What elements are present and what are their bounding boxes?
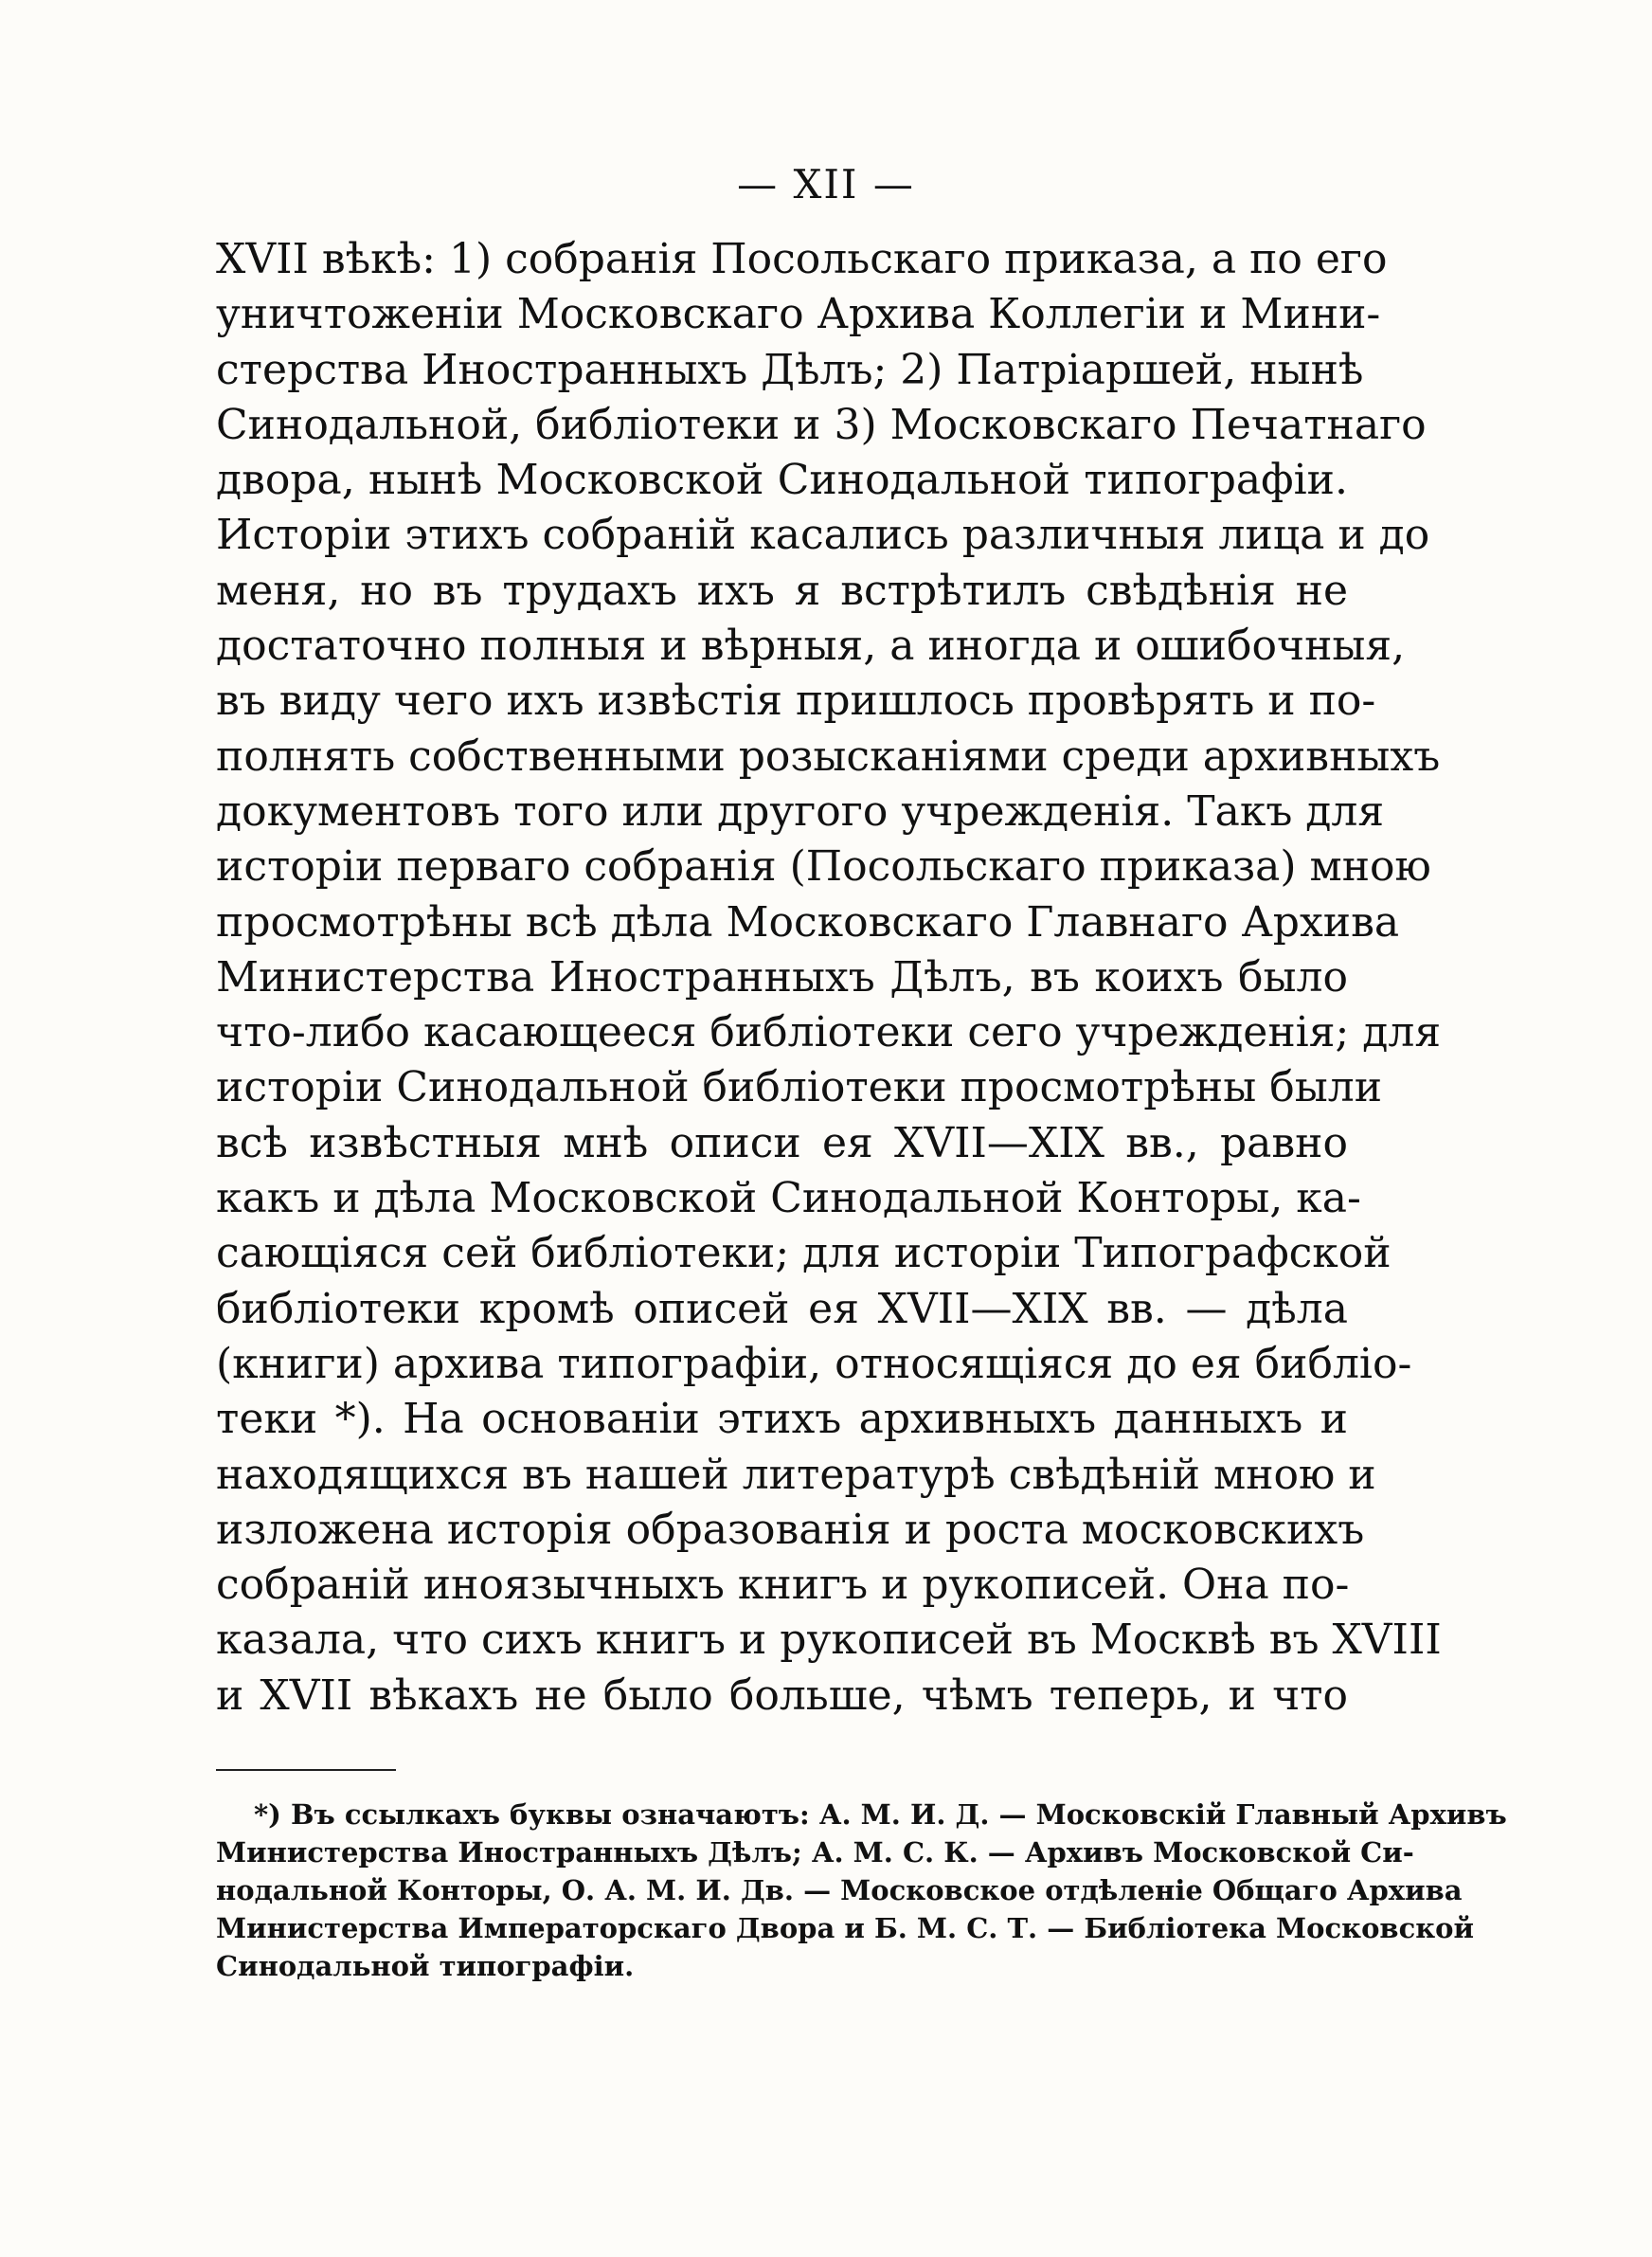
body-line: собраній иноязычныхъ книгъ и рукописей. Она по- [216,1561,1350,1610]
body-line: исторіи перваго собранія (Посольскаго приказа) мною [216,842,1431,892]
footnote-line: *) Въ ссылкахъ буквы означаютъ: А. М. И. Д. — Московскій Главный Архивъ [254,1798,1507,1831]
body-line: какъ и дѣла Московской Синодальной Конторы, ка- [216,1174,1361,1223]
page-number: — XII — [737,161,915,208]
body-line: Синодальной, библіотеки и 3) Московскаго Печатнаго [216,400,1427,449]
body-line: исторіи Синодальной библіотеки просмотрѣны были [216,1063,1383,1112]
body-line: и XVII вѣкахъ не было больше, чѣмъ теперь, и что [216,1670,1348,1720]
footnote-line: нодальной Конторы, О. А. М. И. Дв. — Московское отдѣленіе Общаго Архива [216,1874,1463,1906]
body-line: Министерства Иностранныхъ Дѣлъ, въ коихъ было [216,952,1348,1002]
body-line: въ виду чего ихъ извѣстія пришлось провѣрять и по- [216,677,1376,726]
body-line: полнять собственными розысканіями среди архивныхъ [216,731,1441,781]
body-line: находящихся въ нашей литературѣ свѣдѣній мною и [216,1450,1376,1499]
body-line: теки *). На основаніи этихъ архивныхъ данныхъ и [216,1395,1348,1444]
body-line: библіотеки кромѣ описей ея XVII—XIX вв. — дѣла [216,1284,1348,1333]
body-line: достаточно полныя и вѣрныя, а иногда и ошибочныя, [216,622,1406,671]
footnote [216,1796,1507,1985]
body-line: документовъ того или другого учрежденія. Такъ для [216,786,1385,836]
body-line: XVII вѣкѣ: 1) собранія Посольскаго приказа, а по его [216,235,1388,283]
footnote-line: Синодальной типографіи. [216,1950,635,1982]
footnote-line: Министерства Императорскаго Двора и Б. М. С. Т. — Библіотека Московской [216,1912,1475,1944]
body-line: всѣ извѣстныя мнѣ описи ея XVII—XIX вв., равно [216,1118,1348,1167]
footnote-separator [216,1769,396,1771]
body-line: уничтоженіи Московскаго Архива Коллегіи и Мини- [216,290,1381,339]
footnote-line: Министерства Иностранныхъ Дѣлъ; А. М. С. К. — Архивъ Московской Си- [216,1836,1414,1869]
body-line: сающіяся сей библіотеки; для исторіи Типографской [216,1229,1392,1278]
body-line: просмотрѣны всѣ дѣла Московскаго Главнаго Архива [216,897,1400,947]
body-text [216,232,1442,1724]
body-line: (книги) архива типографіи, относящіяся до ея библіо- [216,1339,1412,1388]
body-line: стерства Иностранныхъ Дѣлъ; 2) Патріаршей, нынѣ [216,345,1364,394]
body-line: что-либо касающееся библіотеки сего учрежденія; для [216,1008,1442,1057]
body-line: казала, что сихъ книгъ и рукописей въ Москвѣ въ XVIII [216,1616,1442,1665]
body-line: меня, но въ трудахъ ихъ я встрѣтилъ свѣдѣнія не [216,566,1348,615]
body-line: двора, нынѣ Московской Синодальной типографіи. [216,456,1348,505]
body-line: Исторіи этихъ собраній касались различныя лица и до [216,511,1430,560]
body-line: изложена исторія образованія и роста московскихъ [216,1505,1365,1554]
